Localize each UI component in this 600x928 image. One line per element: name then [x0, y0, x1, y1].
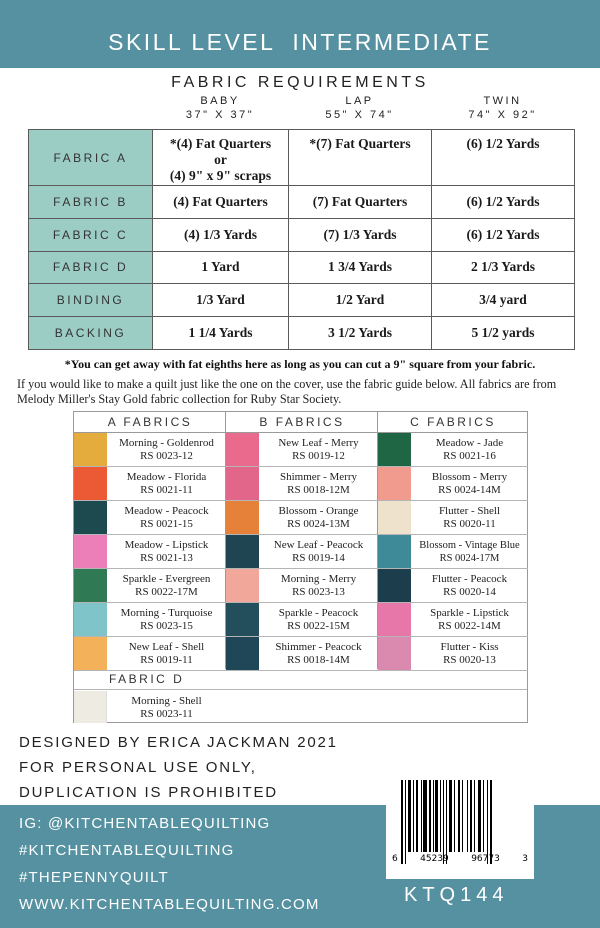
fabric-requirements-title: FABRIC REQUIREMENTS: [171, 74, 429, 91]
cell-twin: 3/4 yard: [432, 284, 575, 317]
fabric-name: Sparkle - Lipstick: [430, 607, 509, 619]
social-links: [19, 810, 320, 918]
cell-baby: 1 1/4 Yards: [153, 317, 289, 350]
column-title: A FABRICS: [74, 412, 226, 433]
fabric-swatch: [226, 467, 259, 500]
fabric-swatch: [378, 603, 411, 636]
fabric-column-c: [378, 412, 528, 669]
fabric-label: [411, 433, 528, 466]
fabric-name: Meadow - Florida: [126, 471, 207, 483]
cell-lap: (7) Fat Quarters: [289, 186, 432, 219]
fabric-name: Flutter - Kiss: [440, 641, 499, 653]
table-row: [29, 317, 575, 350]
fabric-item: [74, 569, 226, 603]
fabric-label: [107, 535, 226, 568]
fabric-label: [107, 637, 226, 670]
fabric-swatch: [378, 467, 411, 500]
fabric-code: RS 0024-13M: [287, 518, 350, 530]
table-row: [29, 284, 575, 317]
fabric-swatch: [378, 501, 411, 534]
fabric-swatch: [74, 501, 107, 534]
fabric-label: [107, 467, 226, 500]
cell-baby: 1/3 Yard: [153, 284, 289, 317]
fabric-label: [259, 501, 378, 534]
cell-baby: 1 Yard: [153, 251, 289, 284]
fabric-swatch: [226, 569, 259, 602]
fabric-swatch: [378, 569, 411, 602]
fabric-code: RS 0022-14M: [438, 620, 501, 632]
instagram-handle: IG: @KITCHENTABLEQUILTING: [19, 815, 271, 832]
fabric-code: RS 0023-12: [140, 450, 193, 462]
fabric-swatch: [226, 501, 259, 534]
fabric-label: [411, 467, 528, 500]
cell-text: or: [214, 152, 227, 167]
fabric-item: [226, 535, 378, 569]
fabric-name: Meadow - Peacock: [124, 505, 209, 517]
fabric-code: RS 0021-13: [140, 552, 193, 564]
cell-baby: [153, 130, 289, 186]
row-label: BACKING: [29, 317, 153, 350]
cell-baby: (4) Fat Quarters: [153, 186, 289, 219]
fabric-item: [74, 501, 226, 535]
fabric-label: [411, 569, 528, 602]
table-row: [29, 218, 575, 251]
table-row: [29, 186, 575, 219]
fabric-item: [378, 433, 528, 467]
fabric-name: Meadow - Jade: [435, 437, 504, 449]
fabric-label: [259, 603, 378, 636]
fabric-code: RS 0018-12M: [287, 484, 350, 496]
fabric-code: RS 0024-14M: [438, 484, 501, 496]
fabric-name: New Leaf - Shell: [128, 641, 205, 653]
cell-lap: 1 3/4 Yards: [289, 251, 432, 284]
fabric-label: [259, 535, 378, 568]
fabric-code: RS 0021-11: [140, 484, 193, 496]
fabric-swatch: [226, 637, 259, 670]
cell-baby: (4) 1/3 Yards: [153, 218, 289, 251]
fabric-name: New Leaf - Merry: [278, 437, 359, 449]
fabric-item: [74, 433, 226, 467]
column-title: B FABRICS: [226, 412, 378, 433]
barcode-digit: 6: [392, 854, 398, 864]
size-dims: 74" X 92": [468, 109, 537, 121]
size-name: TWIN: [483, 95, 522, 107]
row-label: FABRIC B: [29, 186, 153, 219]
fabric-label: [411, 637, 528, 670]
barcode-digits: 96773: [471, 854, 500, 864]
fabric-label: [107, 501, 226, 534]
fabric-code: RS 0019-11: [140, 654, 193, 666]
cell-lap: *(7) Fat Quarters: [289, 130, 432, 186]
cell-twin: 5 1/2 yards: [432, 317, 575, 350]
size-heading-lap: [288, 94, 431, 122]
fabric-label: [259, 467, 378, 500]
fabric-code: RS 0021-15: [140, 518, 193, 530]
fabric-swatch: [378, 637, 411, 670]
cell-twin: 2 1/3 Yards: [432, 251, 575, 284]
fabric-item: [226, 603, 378, 637]
fabric-name: New Leaf - Peacock: [273, 539, 364, 551]
fabric-code: RS 0018-14M: [287, 654, 350, 666]
fabric-label: [411, 535, 528, 568]
fabric-label: [411, 501, 528, 534]
fabric-name: Sparkle - Peacock: [278, 607, 359, 619]
fabric-item: [378, 569, 528, 603]
fabric-label: [259, 637, 378, 670]
cell-lap: 3 1/2 Yards: [289, 317, 432, 350]
barcode-digits: 45239: [420, 854, 449, 864]
fabric-code: RS 0019-12: [292, 450, 345, 462]
size-heading-twin: [431, 94, 574, 122]
cell-text: (4) 9" x 9" scraps: [169, 168, 272, 183]
fabric-item: [226, 637, 378, 671]
row-label: FABRIC D: [29, 251, 153, 284]
fabric-label: [107, 569, 226, 602]
footnote: *You can get away with fat eighths here as long as you can cut a 9" square from your fabric.: [64, 357, 536, 371]
fabric-label: [411, 603, 528, 636]
fabric-name: Blossom - Orange: [278, 505, 359, 517]
size-dims: 55" X 74": [325, 109, 394, 121]
fabric-code: RS 0022-17M: [135, 586, 198, 598]
fabric-code: RS 0020-11: [443, 518, 496, 530]
barcode-numbers: [392, 854, 528, 864]
cell-lap: (7) 1/3 Yards: [289, 218, 432, 251]
fabric-column-b: [226, 412, 378, 669]
fabric-item: [226, 433, 378, 467]
fabric-swatch: [226, 433, 259, 466]
fabric-swatch: [74, 637, 107, 670]
cell-twin: (6) 1/2 Yards: [432, 186, 575, 219]
fabric-item: [226, 501, 378, 535]
fabric-name: Morning - Goldenrod: [119, 437, 214, 449]
fabric-code: RS 0019-14: [292, 552, 345, 564]
fabric-item: [378, 603, 528, 637]
skill-level: SKILL LEVEL INTERMEDIATE: [108, 29, 492, 55]
fabric-label: [259, 433, 378, 466]
cell-lap: 1/2 Yard: [289, 284, 432, 317]
fabric-swatch: [378, 433, 411, 466]
fabric-name: Shimmer - Merry: [280, 471, 357, 483]
fabric-swatch: [74, 433, 107, 466]
fabric-name: Sparkle - Evergreen: [122, 573, 211, 585]
fabric-code: RS 0020-14: [443, 586, 496, 598]
column-title: C FABRICS: [378, 412, 528, 433]
hashtag: #THEPENNYQUILT: [19, 869, 169, 886]
fabric-item: [74, 603, 226, 637]
fabric-d-title: FABRIC D: [74, 669, 527, 690]
fabric-name: Shimmer - Peacock: [275, 641, 362, 653]
table-row: [29, 130, 575, 186]
row-label: FABRIC C: [29, 218, 153, 251]
row-label: BINDING: [29, 284, 153, 317]
fabric-item: [378, 501, 528, 535]
row-label: FABRIC A: [29, 130, 153, 186]
fabric-guide-intro: If you would like to make a quilt just like the one on the cover, use the fabric guide below. All fabrics are from Melody Miller's Stay Gold fabric collection for Ruby Star Society.: [17, 377, 557, 406]
fabric-swatch: [226, 603, 259, 636]
fabric-name: Morning - Turquoise: [120, 607, 213, 619]
fabric-guide: [73, 411, 528, 723]
pattern-sku: KTQ144: [404, 884, 509, 906]
fabric-swatch: [226, 535, 259, 568]
size-dims: 37" X 37": [185, 109, 255, 121]
fabric-item: [226, 467, 378, 501]
fabric-name: Flutter - Shell: [438, 505, 501, 517]
fabric-code: RS 0023-13: [292, 586, 345, 598]
website-url: WWW.KITCHENTABLEQUILTING.COM: [19, 896, 320, 913]
fabric-code: RS 0022-15M: [287, 620, 350, 632]
barcode-bars-icon: [392, 780, 528, 860]
fabric-label: [107, 691, 226, 723]
header-band: [0, 0, 600, 68]
cell-twin: (6) 1/2 Yards: [432, 130, 575, 186]
fabric-label: [259, 569, 378, 602]
fabric-item: [74, 535, 226, 569]
fabric-label: [107, 603, 226, 636]
fabric-swatch: [74, 467, 107, 500]
fabric-code: RS 0020-13: [443, 654, 496, 666]
fabric-swatch: [74, 603, 107, 636]
fabric-item: [378, 637, 528, 671]
duplication-notice: DUPLICATION IS PROHIBITED: [19, 784, 278, 801]
barcode-digit: 3: [522, 854, 528, 864]
size-name: BABY: [200, 95, 240, 107]
fabric-swatch: [74, 691, 107, 723]
fabric-code: RS 0024-17M: [439, 553, 500, 564]
cell-text: *(4) Fat Quarters: [169, 136, 272, 151]
designer-credit: DESIGNED BY ERICA JACKMAN 2021: [19, 734, 338, 751]
table-row: [29, 251, 575, 284]
fabric-label: [107, 433, 226, 466]
size-heading-baby: [152, 94, 288, 122]
fabric-name: Morning - Shell: [131, 695, 202, 707]
fabric-item: [226, 569, 378, 603]
fabric-swatch: [378, 535, 411, 568]
fabric-item: [378, 535, 528, 569]
fabric-code: RS 0023-11: [140, 708, 193, 720]
fabric-requirements-table: [28, 129, 575, 350]
credits: [19, 730, 338, 805]
hashtag: #KITCHENTABLEQUILTING: [19, 842, 235, 859]
fabric-item: [74, 467, 226, 501]
fabric-column-a: [74, 412, 226, 669]
fabric-code: RS 0021-16: [443, 450, 496, 462]
cell-twin: (6) 1/2 Yards: [432, 218, 575, 251]
fabric-name: Morning - Merry: [280, 573, 357, 585]
fabric-code: RS 0023-15: [140, 620, 193, 632]
fabric-item: [378, 467, 528, 501]
fabric-name: Blossom - Vintage Blue: [419, 540, 520, 551]
fabric-item: [74, 637, 226, 671]
fabric-name: Meadow - Lipstick: [124, 539, 209, 551]
fabric-swatch: [74, 535, 107, 568]
fabric-name: Flutter - Peacock: [431, 573, 508, 585]
usage-notice: FOR PERSONAL USE ONLY,: [19, 759, 257, 776]
barcode: [386, 776, 534, 879]
size-name: LAP: [345, 95, 374, 107]
fabric-name: Blossom - Merry: [431, 471, 508, 483]
fabric-swatch: [74, 569, 107, 602]
fabric-item: [74, 691, 226, 723]
